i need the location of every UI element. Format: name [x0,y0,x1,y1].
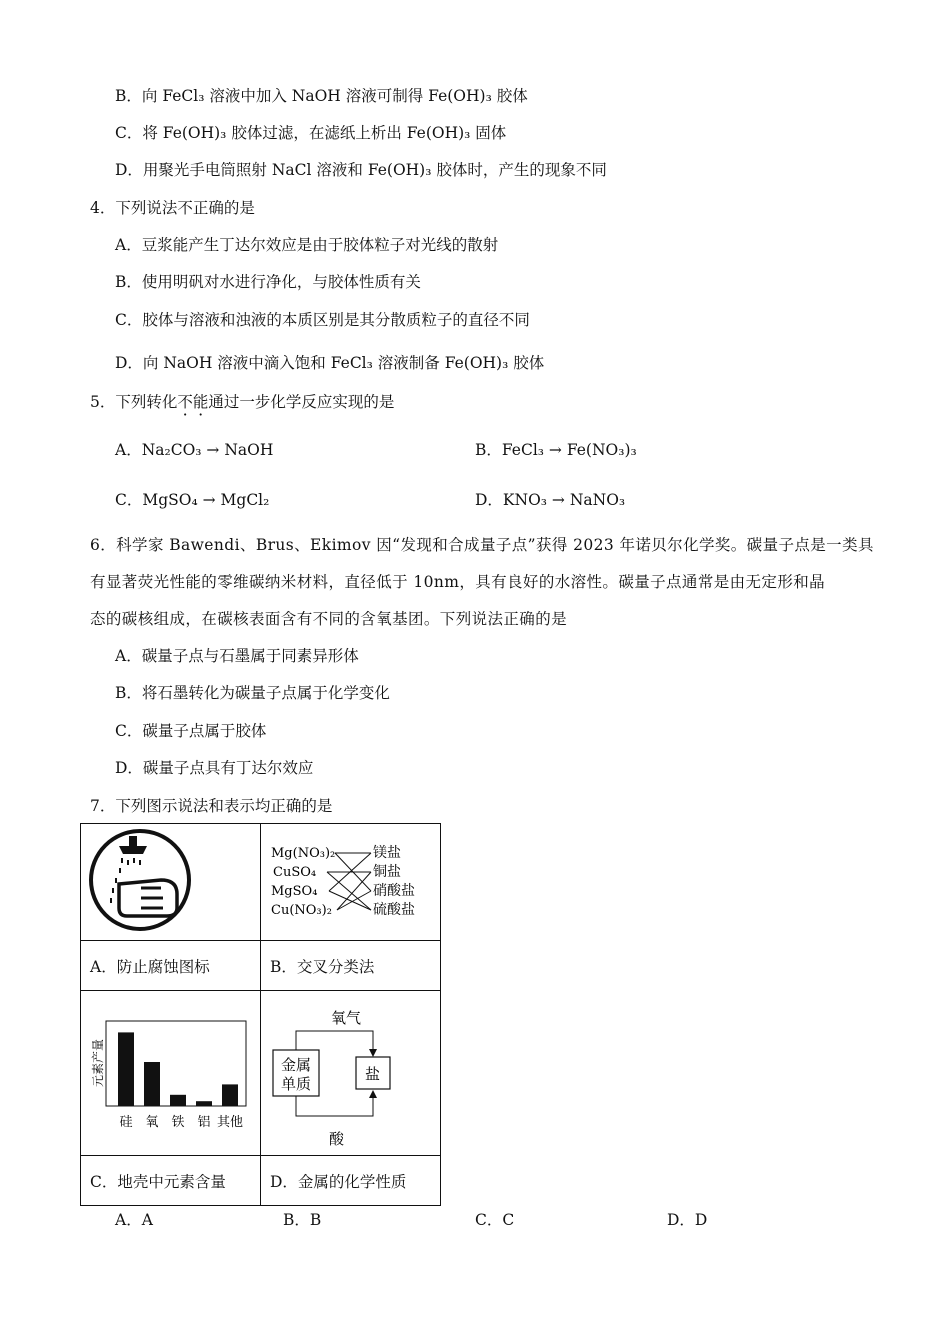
cross-right-2: 铜盐 [373,864,401,880]
bar-3 [170,1095,186,1106]
q5-option-d: D．KNO₃ → NaNO₃ [475,491,626,509]
q7-answer-c: C．C [475,1211,515,1229]
q7-figure-c [81,991,261,1156]
q6-option-b: B．将石墨转化为碳量子点属于化学变化 [115,684,390,702]
cross-left-2: CuSO₄ [273,865,317,880]
bar-label-3: 铁 [171,1115,185,1130]
q6-stem-line-3: 态的碳核组成，在碳核表面含有不同的含氧基团。下列说法正确的是 [90,610,568,628]
q3-option-b: B．向 FeCl₃ 溶液中加入 NaOH 溶液可制得 Fe(OH)₃ 胶体 [115,87,528,105]
q7-figure-d [261,991,441,1156]
cross-right-1: 镁盐 [373,845,401,861]
cross-right-3: 硝酸盐 [373,883,415,899]
q6-stem-line-2: 有显著荧光性能的零维碳纳米材料，直径低于 10nm，具有良好的水溶性。碳量子点通常是由无定形和晶 [90,573,826,591]
flow-label-salt: 盐 [365,1065,381,1083]
flow-label-acid: 酸 [329,1130,345,1148]
cross-left-4: Cu(NO₃)₂ [271,903,332,918]
bar-label-4: 铝 [197,1115,211,1130]
bar-2 [144,1062,160,1106]
q5-emphasis-1: 不 [177,393,193,411]
cross-classification-diagram [261,824,440,936]
q7-figure-a [81,824,261,941]
q4-option-b: B．使用明矾对水进行净化，与胶体性质有关 [115,273,421,291]
q7-caption-b: B．交叉分类法 [261,941,441,991]
q7-figure-table [80,823,441,1206]
q5-option-b: B．FeCl₃ → Fe(NO₃)₃ [475,441,637,459]
q5-stem [90,392,394,412]
crust-element-bar-chart [81,991,260,1151]
q7-stem: 7．下列图示说法和表示均正确的是 [90,797,333,815]
metal-properties-flowchart [261,991,440,1151]
cross-left-3: MgSO₄ [271,884,318,899]
bar-chart-ylabel: 元素产量 [91,1038,105,1088]
bar-label-2: 氧 [145,1115,159,1130]
flow-label-oxygen: 氧气 [331,1009,362,1027]
q4-option-d: D．向 NaOH 溶液中滴入饱和 FeCl₃ 溶液制备 Fe(OH)₃ 胶体 [115,354,545,372]
q6-option-a: A．碳量子点与石墨属于同素异形体 [115,647,359,665]
q5-emphasis-2: 能 [192,393,209,411]
q7-caption-c: C．地壳中元素含量 [81,1156,261,1206]
q7-answer-b: B．B [283,1211,322,1229]
q7-answer-d: D．D [667,1211,708,1229]
q7-caption-a: A．防止腐蚀图标 [81,941,261,991]
bar-label-5: 其他 [216,1115,244,1130]
q7-caption-d: D．金属的化学性质 [261,1156,441,1206]
q5-option-c: C．MgSO₄ → MgCl₂ [115,491,270,509]
bar-4 [196,1101,212,1106]
handwash-icon [81,824,260,936]
flow-label-metal-1: 金属 [281,1056,312,1074]
cross-lines [327,853,371,910]
q5-stem-post: 通过一步化学反应实现的是 [208,393,395,411]
q4-stem: 4．下列说法不正确的是 [90,199,255,217]
q6-option-d: D．碳量子点具有丁达尔效应 [115,759,314,777]
q7-figure-b [261,824,441,941]
q4-option-a: A．豆浆能产生丁达尔效应是由于胶体粒子对光线的散射 [115,236,499,254]
q4-option-c: C．胶体与溶液和浊液的本质区别是其分散质粒子的直径不同 [115,311,530,329]
q3-option-c: C．将 Fe(OH)₃ 胶体过滤，在滤纸上析出 Fe(OH)₃ 固体 [115,124,507,142]
q5-option-a: A．Na₂CO₃ → NaOH [115,441,274,459]
bar-5 [222,1084,238,1106]
q5-stem-pre: 5．下列转化 [90,393,178,411]
cross-left-1: Mg(NO₃)₂ [271,846,336,861]
bar-label-1: 硅 [119,1115,133,1130]
q6-option-c: C．碳量子点属于胶体 [115,722,267,740]
bar-1 [118,1032,134,1106]
cross-right-4: 硫酸盐 [373,902,415,918]
q6-stem-line-1: 6．科学家 Bawendi、Brus、Ekimov 因“发现和合成量子点”获得 2023 年诺贝尔化学奖。碳量子点是一类具 [90,536,874,554]
flow-label-metal-2: 单质 [281,1075,312,1093]
q3-option-d: D．用聚光手电筒照射 NaCl 溶液和 Fe(OH)₃ 胶体时，产生的现象不同 [115,161,607,179]
q7-answer-a: A．A [115,1211,153,1229]
flow-arrow-top [296,1031,373,1055]
